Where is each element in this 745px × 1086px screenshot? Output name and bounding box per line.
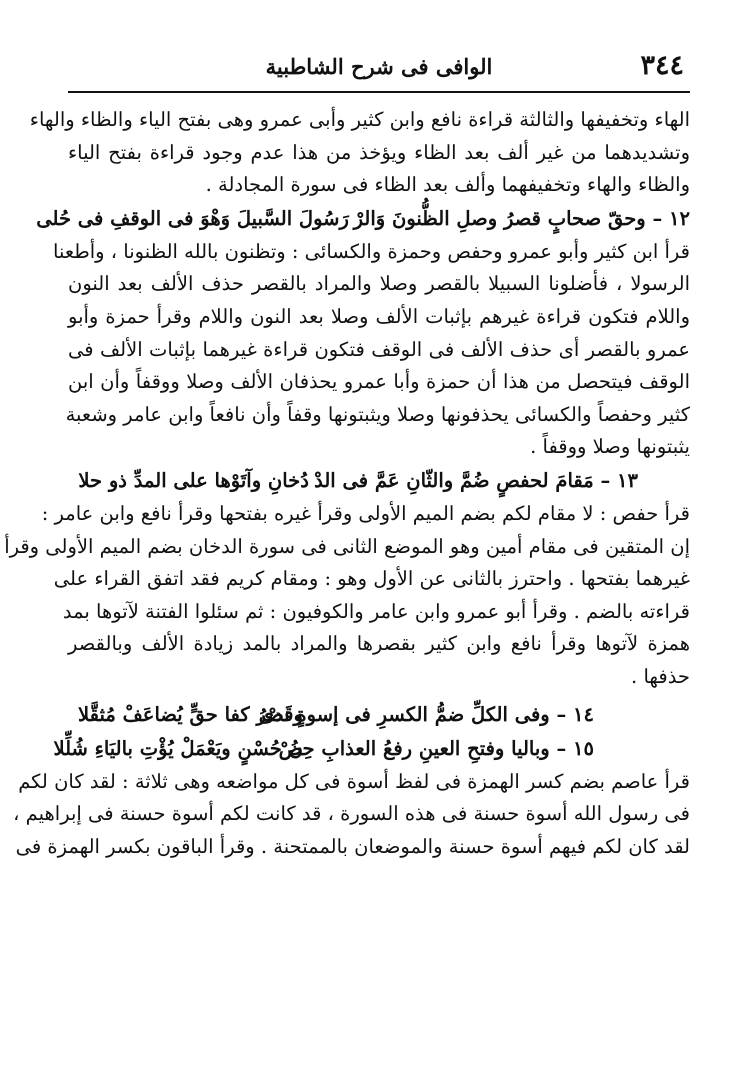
verse-second-hemistich: وقَصْرُ كفا حقٍّ يُضاعَفْ مُثقَّلا bbox=[78, 702, 303, 726]
paragraph-2 bbox=[53, 236, 690, 464]
verse-number: ١٣ – bbox=[600, 468, 638, 492]
paragraph-4 bbox=[13, 766, 690, 864]
text-line: حذفها . bbox=[631, 664, 690, 688]
text-line: فى رسول الله أسوة حسنة فى هذه السورة ، قد كانت لكم أسوة حسنة فى إبراهيم ، bbox=[13, 802, 690, 826]
text-line: كثير وحفصاً والكسائى يحذفونها وصلا ويثبتونها وقفاً وأن نافعاً وابن عامر وشعبة bbox=[65, 402, 690, 426]
text-line: الوقف فيتحصل من هذا أن حمزة وأبا عمرو يحذفان الألف وصلا ووقفاً وأن ابن bbox=[68, 370, 690, 394]
text-line: يثبتونها وصلا ووقفاً . bbox=[530, 435, 690, 459]
verse-12 bbox=[36, 202, 690, 236]
verse-13 bbox=[68, 464, 690, 498]
text-line: إن المتقين فى مقام أمين وهو الموضع الثانى فى سورة الدخان بضم الميم الأولى وقرأ bbox=[4, 534, 690, 558]
text-line: قرأ حفص : لا مقام لكم بضم الميم الأولى وقرأ غيره بفتحها وقرأ نافع وابن عامر : bbox=[41, 501, 690, 525]
text-line: الهاء وتخفيفها والثالثة قراءة نافع وابن كثير وأبى عمرو وهى بفتح الياء والظاء والهاء bbox=[29, 108, 690, 131]
text-line: الرسولا ، فأضلونا السبيلا بالقصر وصلا والمراد بالقصر حذف الألف بعد النون bbox=[68, 272, 690, 296]
verse-second-hemistich: نُ حُسْنٍ ويَعْمَلْ يُؤْتِ باليَاءِ شُلِّلا bbox=[53, 736, 303, 760]
text-line: عمرو بالقصر أى حذف الألف فى الوقف فتكون قراءة غيرهما بإثبات الألف فى bbox=[68, 337, 690, 361]
header-rule bbox=[68, 91, 690, 93]
text-line: لقد كان لكم فيهم أسوة حسنة والموضعان بالممتحنة . وقرأ الباقون بكسر الهمزة فى bbox=[15, 834, 690, 858]
verse-second-hemistich: دُخانِ وآتَوْها على المدِّ ذو حلا bbox=[78, 468, 309, 492]
text-line: غيرهما بفتحها . واحترز بالثانى عن الأول وهو : ومقام كريم فقد اتفق القراء على bbox=[53, 567, 690, 591]
verse-first-hemistich: مَقامَ لحفصٍ ضُمَّ والثّانِ عَمَّ فى الدْ bbox=[314, 468, 594, 492]
text-line: قرأ ابن كثير وأبو عمرو وحفص وحمزة والكسائى : وتظنون بالله الظنونا ، وأطعنا bbox=[53, 239, 690, 263]
page-header bbox=[68, 48, 690, 92]
text-line: واللام فتكون قراءة غيرهم بإثبات الألف وصلا بعد النون واللام وقرأ حمزة وأبو bbox=[68, 304, 690, 328]
text-line: همزة لآتوها وقرأ نافع وابن كثير بقصرها والمراد بالمد زيادة الألف وبالقصر bbox=[68, 632, 690, 656]
running-title: الوافى فى شرح الشاطبية bbox=[265, 54, 493, 79]
page-number: ٣٤٤ bbox=[640, 50, 684, 81]
verse-14 bbox=[68, 698, 690, 732]
verse-15 bbox=[53, 732, 690, 766]
text-line: وتشديدهما من غير ألف بعد الظاء ويؤخذ من هذا عدم وجود قراءة بفتح الياء bbox=[68, 140, 690, 164]
verse-first-hemistich: وفى الكلِّ ضمُّ الكسرِ فى إسوةٍ ندى bbox=[258, 702, 550, 726]
text-line: قراءته بالضم . وقرأ أبو عمرو وابن عامر والكوفيون : ثم سئلوا الفتنة لآتوها بمد bbox=[62, 599, 690, 623]
verse-first-hemistich: وباليا وفتحِ العينِ رفعُ العذابِ حِصْ bbox=[278, 736, 550, 760]
verse-second-hemistich: رَسُولَ السَّبيلَ وَهْوَ فى الوقفِ فى حُلى bbox=[36, 206, 349, 230]
verse-first-hemistich: وحقّ صحابٍ قصرُ وصلِ الظُّنونَ وَالرْ bbox=[353, 206, 646, 230]
text-line: قرأ عاصم بضم كسر الهمزة فى لفظ أسوة فى كل مواضعه وهى ثلاثة : لقد كان لكم bbox=[18, 769, 690, 793]
verse-number: ١٤ – bbox=[556, 702, 594, 726]
text-line: والظاء والهاء وتخفيفهما وألف بعد الظاء فى سورة المجادلة . bbox=[205, 173, 690, 197]
paragraph-3 bbox=[4, 498, 690, 694]
verse-number: ١٢ – bbox=[652, 206, 690, 230]
paragraph-1 bbox=[29, 104, 690, 202]
page-body bbox=[4, 104, 690, 863]
verse-number: ١٥ – bbox=[556, 736, 594, 760]
